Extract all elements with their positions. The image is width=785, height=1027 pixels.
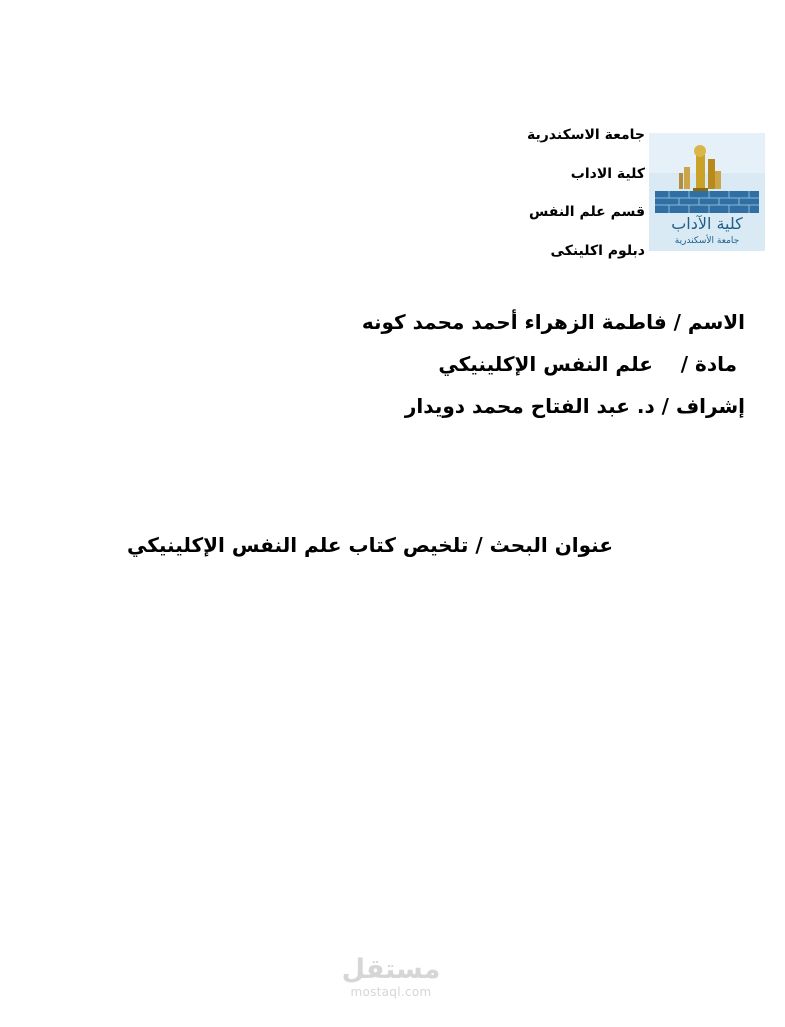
subject-line: مادة / علم النفس الإكلينيكي [438,352,737,376]
faculty-logo [649,133,765,251]
university-name: جامعة الاسكندرية [526,127,645,143]
department-name: قسم علم النفس [528,204,645,220]
student-info [325,308,745,434]
student-name: الاسم / فاطمة الزهراء أحمد محمد كونه [361,310,745,334]
logo-title: كلية الآداب [671,214,743,233]
institution-header [405,128,645,282]
watermark-arabic: مستقل [341,954,441,985]
logo-subtitle: جامعة الأسكندرية [674,236,740,246]
supervisor-line: إشراف / د. عبد الفتاح محمد دويدار [404,394,745,418]
program-name: دبلوم اكلينكى [550,242,645,259]
faculty-name: كلية الاداب [570,165,645,182]
watermark-latin: mostaql.com [350,985,432,999]
wall-icon [655,191,759,213]
research-title: عنوان البحث / تلخيص كتاب علم النفس الإكلينيكي [127,533,613,557]
mostaql-watermark [340,955,442,999]
